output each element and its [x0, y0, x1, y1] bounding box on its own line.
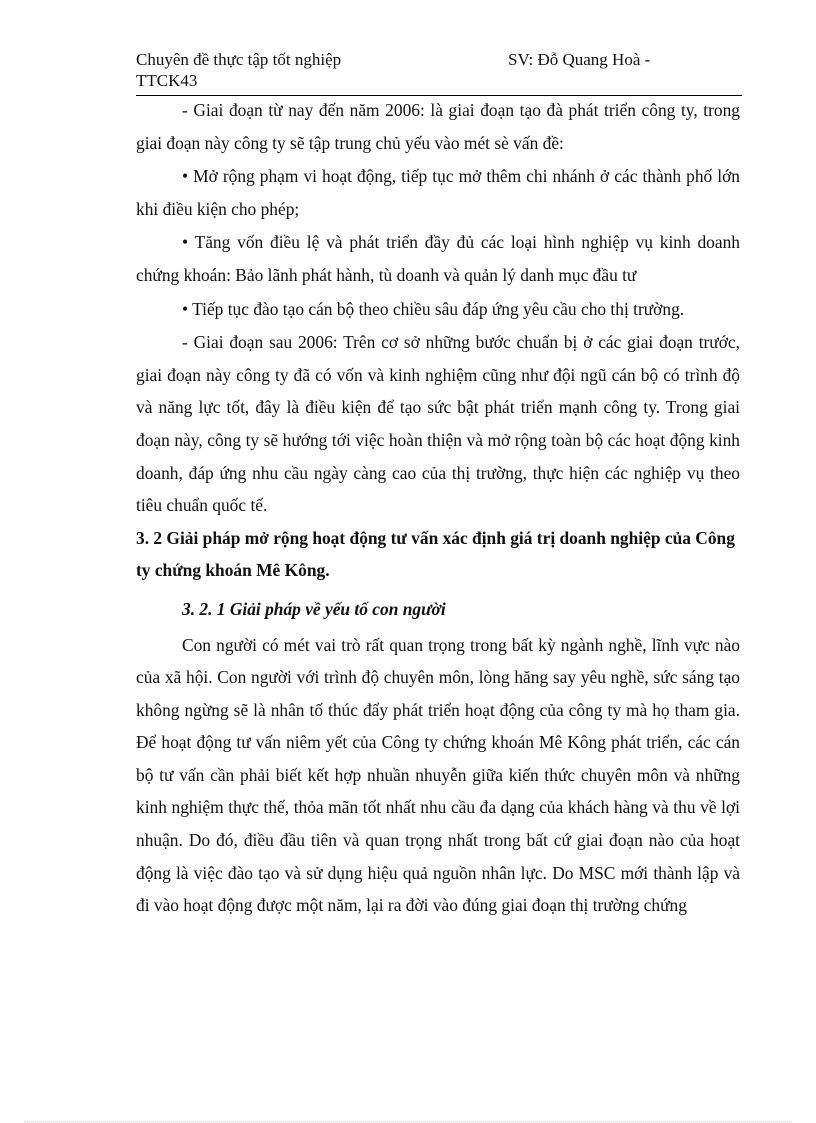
page-bottom-divider [24, 1121, 792, 1122]
header-class: TTCK43 [136, 71, 198, 90]
paragraph-phase-1: - Giai đoạn từ nay đến năm 2006: là giai đoạn tạo đà phát triển công ty, trong giai đoạn này công ty sẽ tập trung chủ yếu vào mét sè vấn đề: [136, 100, 740, 153]
page-header [136, 49, 742, 96]
page-body [136, 94, 740, 922]
bullet-item: • Tăng vốn điều lệ và phát triển đầy đủ các loại hình nghiệp vụ kinh doanh chứng khoán: Bảo lãnh phát hành, tù doanh và quản lý danh mục đầu tư [136, 232, 740, 285]
header-student: SV: Đỗ Quang Hoà - [508, 50, 651, 69]
header-title: Chuyên đề thực tập tốt nghiệp [136, 50, 342, 69]
bullet-item: • Tiếp tục đào tạo cán bộ theo chiều sâu đáp ứng yêu cầu cho thị trường. [182, 298, 685, 319]
header-left [136, 49, 341, 91]
subsection-heading: 3. 2. 1 Giải pháp về yếu tố con người [182, 598, 446, 619]
paragraph-phase-2: - Giai đoạn sau 2006: Trên cơ sở những bước chuẩn bị ở các giai đoạn trước, giai đoạn này công ty đã có vốn và kinh nghiệm cũng như đội ngũ cán bộ có trình độ và năng lực tốt, đây là điều kiện để tạo sức bật phát triển mạnh công ty. Trong giai đoạn này, công ty sẽ hướng tới việc hoàn thiện và mở rộng toàn bộ các hoạt động kinh doanh, đáp ứng nhu cầu ngày càng cao của thị trường, thực hiện các nghiệp vụ theo tiêu chuẩn quốc tế. [136, 332, 740, 516]
bullet-item: • Mở rộng phạm vi hoạt động, tiếp tục mở thêm chi nhánh ở các thành phố lớn khi điều kiện cho phép; [136, 166, 740, 219]
section-heading: 3. 2 Giải pháp mở rộng hoạt động tư vấn xác định giá trị doanh nghiệp của Công ty chứng khoán Mê Kông. [136, 527, 735, 581]
paragraph-human-factor: Con người có mét vai trò rất quan trọng trong bất kỳ ngành nghề, lĩnh vực nào của xã hội. Con người với trình độ chuyên môn, lòng hăng say yêu nghề, sức sáng tạo không ngừng sẽ là nhân tố thúc đẩy phát triển hoạt động của công ty mà họ tham gia. Để hoạt động tư vấn niêm yết của Công ty chứng khoán Mê Kông phát triển, các cán bộ tư vấn cần phải biết kết hợp nhuần nhuyễn giữa kiến thức chuyên môn và những kinh nghiệm thực thế, thỏa mãn tốt nhất nhu cầu đa dạng của khách hàng và thu về lợi nhuận. Do đó, điều đầu tiên và quan trọng nhất trong bất cứ giai đoạn nào của hoạt động là việc đào tạo và sử dụng hiệu quả nguồn nhân lực. Do MSC mới thành lập và đi vào hoạt động được một năm, lại ra đời vào đúng giai đoạn thị trường chứng [136, 634, 740, 916]
